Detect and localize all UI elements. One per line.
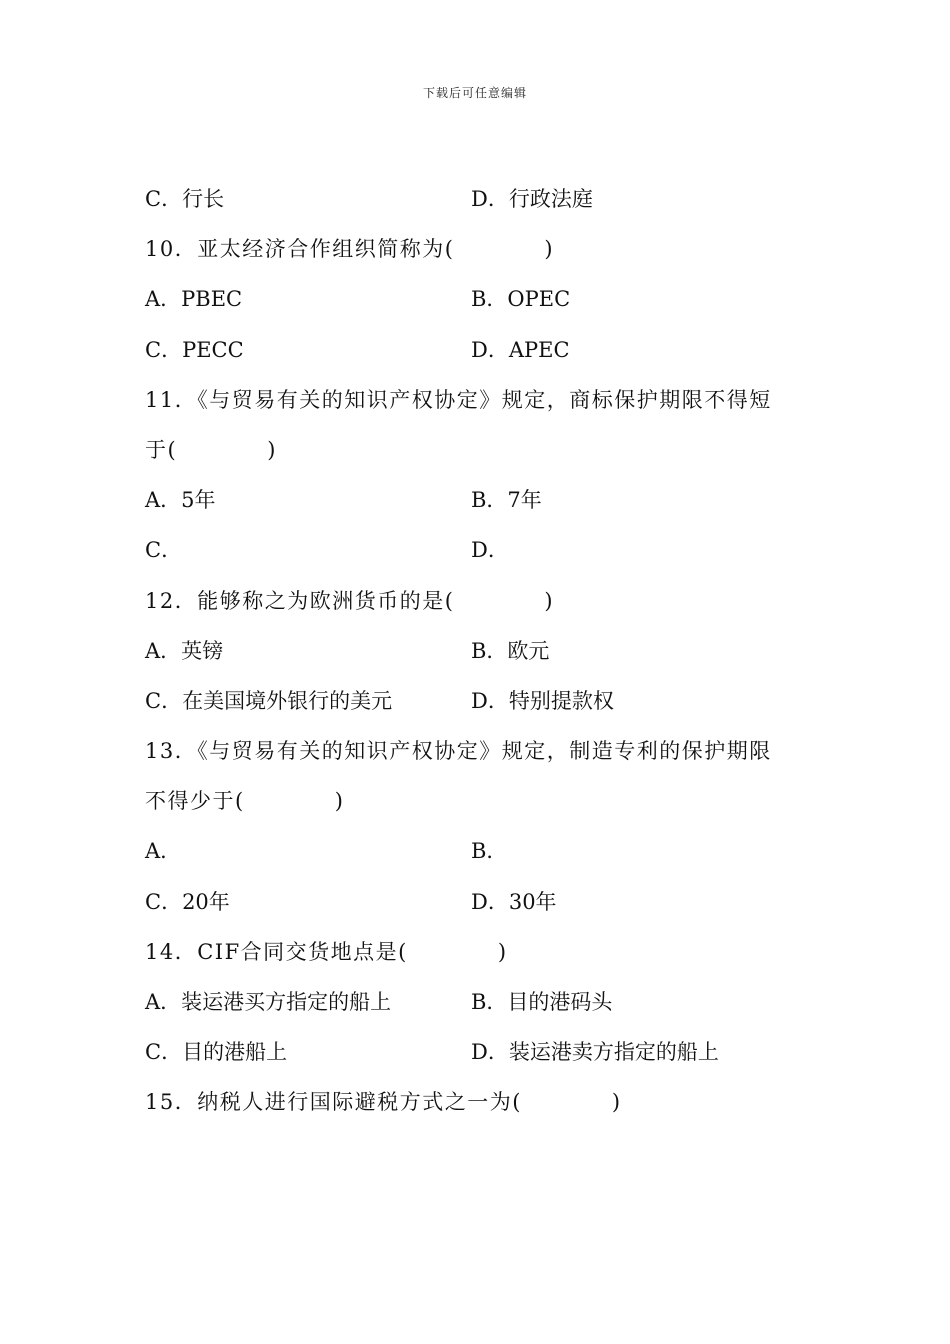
option-d: D． <box>471 538 509 563</box>
question-15: 15．纳税人进行国际避税方式之一为( ) <box>145 1090 622 1115</box>
option-c: C． <box>145 538 183 563</box>
options-row <box>145 879 825 929</box>
option-d: D．装运港卖方指定的船上 <box>471 1040 719 1065</box>
options-row <box>145 979 825 1029</box>
option-b: B． <box>471 839 508 864</box>
option-c: C．PECC <box>145 337 244 362</box>
option-c: C．20年 <box>145 889 230 914</box>
option-c: C．行长 <box>145 187 225 211</box>
options-row <box>145 828 825 878</box>
page-header: 下载后可任意编辑 <box>422 86 527 100</box>
question-11: 11．《与贸易有关的知识产权协定》规定，商标保护期限不得短 <box>145 387 772 412</box>
question-10: 10．亚太经济合作组织简称为( ) <box>145 237 555 262</box>
option-c: C．在美国境外银行的美元 <box>145 688 393 713</box>
options-row <box>145 176 825 226</box>
question-content <box>145 176 825 1130</box>
option-a: A． <box>145 839 182 864</box>
question-11-continued: 于( ) <box>145 437 277 462</box>
option-d: D．行政法庭 <box>471 187 593 211</box>
option-a: A．PBEC <box>145 287 243 312</box>
option-c: C．目的港船上 <box>145 1040 288 1065</box>
options-row <box>145 327 825 377</box>
options-row <box>145 477 825 527</box>
option-b: B．7年 <box>471 488 542 513</box>
question-14: 14．CIF合同交货地点是( ) <box>145 939 508 964</box>
options-row <box>145 678 825 728</box>
options-row <box>145 527 825 577</box>
question-13-continued: 不得少于( ) <box>145 789 345 814</box>
question-12: 12．能够称之为欧洲货币的是( ) <box>145 588 555 613</box>
question-13: 13．《与贸易有关的知识产权协定》规定，制造专利的保护期限 <box>145 739 772 764</box>
option-a: A．5年 <box>145 488 216 513</box>
option-b: B．目的港码头 <box>471 990 613 1014</box>
option-d: D．APEC <box>471 337 570 362</box>
option-d: D．特别提款权 <box>471 688 614 713</box>
option-b: B．欧元 <box>471 638 550 663</box>
option-b: B．OPEC <box>471 287 571 312</box>
options-row <box>145 276 825 326</box>
option-a: A．装运港买方指定的船上 <box>145 990 392 1014</box>
option-d: D．30年 <box>471 889 557 914</box>
options-row <box>145 628 825 678</box>
option-a: A．英镑 <box>145 638 224 663</box>
options-row <box>145 1029 825 1079</box>
